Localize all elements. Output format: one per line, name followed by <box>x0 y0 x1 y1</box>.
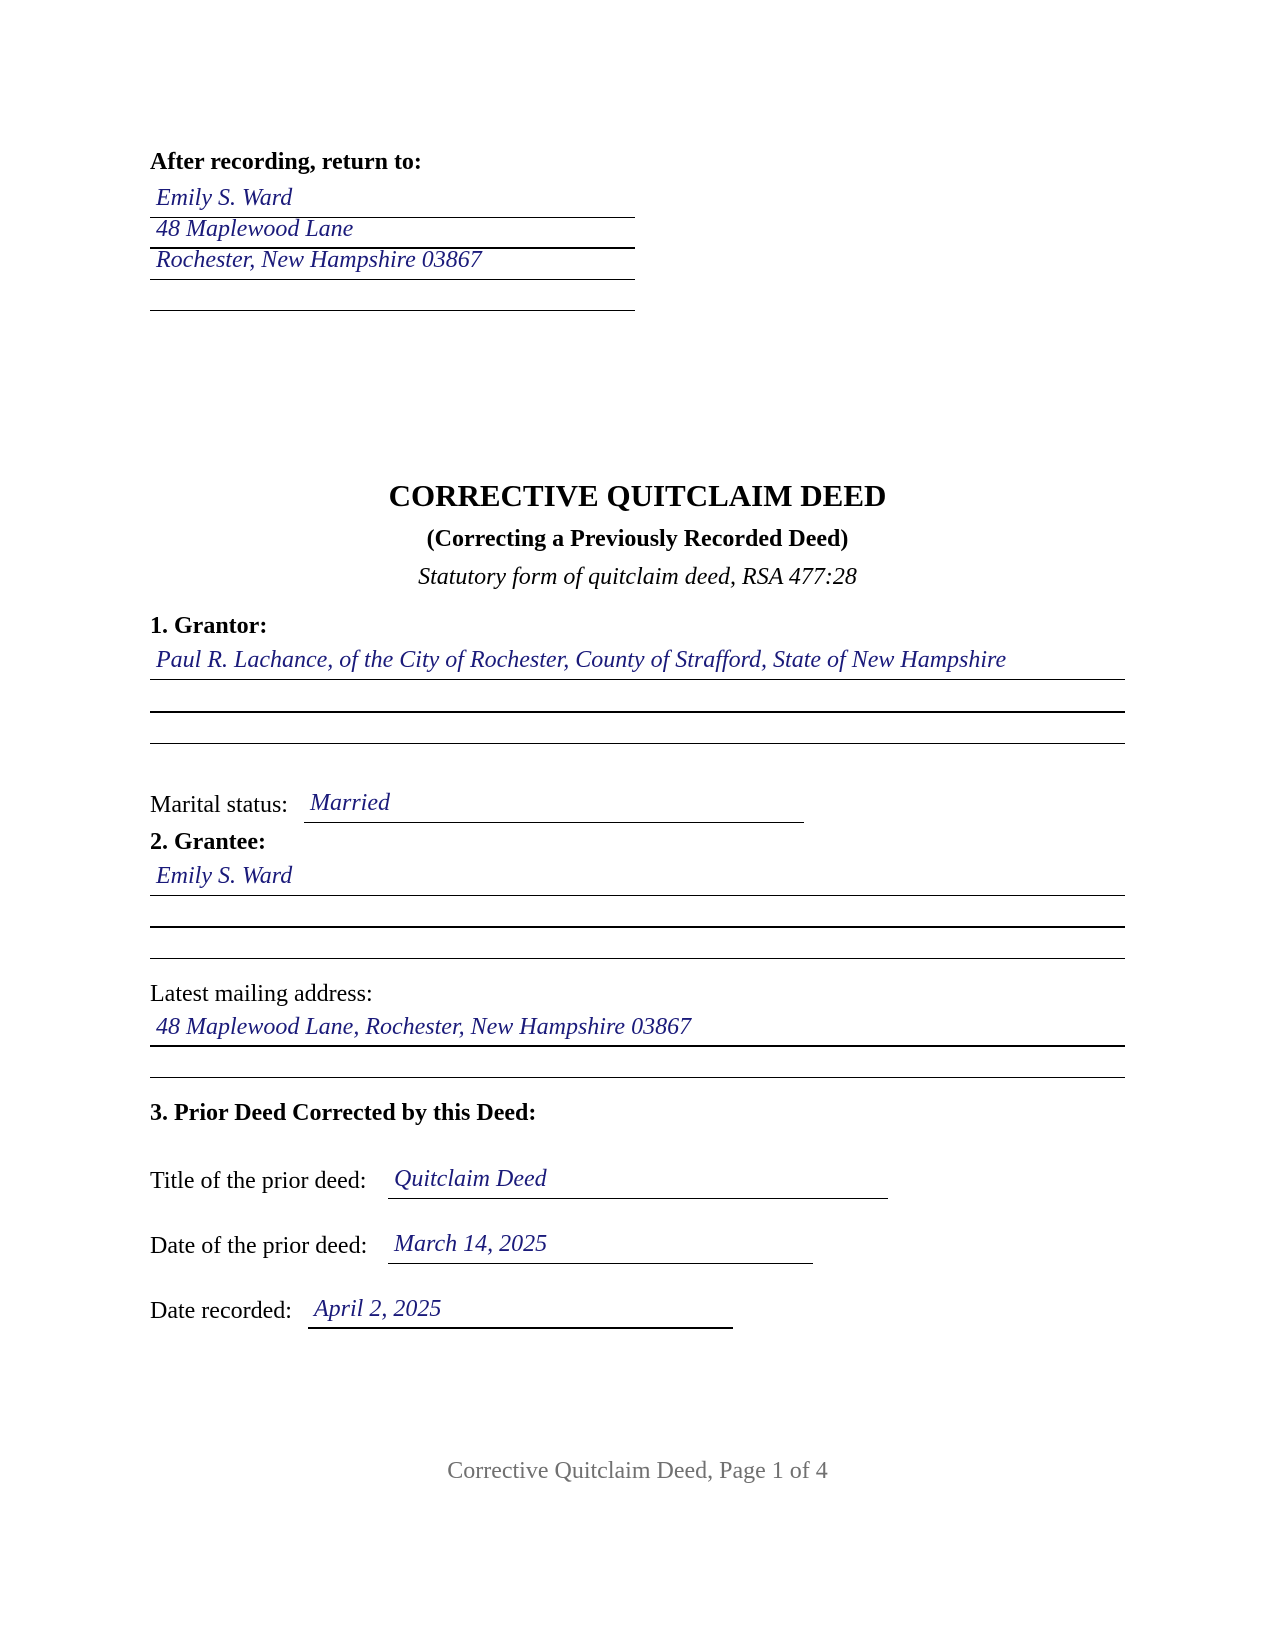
mailing-address-line-2 <box>150 1077 1125 1078</box>
statute-reference: Statutory form of quitclaim deed, RSA 477:28 <box>418 564 857 590</box>
return-to-name-field[interactable]: Emily S. Ward <box>150 184 635 218</box>
document-subtitle: (Correcting a Previously Recorded Deed) <box>426 526 849 552</box>
prior-deed-date-label: Date of the prior deed: <box>150 1233 368 1259</box>
grantor-line-3 <box>150 743 1125 744</box>
date-recorded-field[interactable]: April 2, 2025 <box>308 1295 733 1329</box>
marital-status-label: Marital status: <box>150 792 288 818</box>
marital-status-field[interactable]: Married <box>304 789 804 823</box>
prior-deed-label: 3. Prior Deed Corrected by this Deed: <box>150 1100 537 1126</box>
grantee-label: 2. Grantee: <box>150 829 266 855</box>
grantor-label: 1. Grantor: <box>150 613 268 639</box>
grantor-field[interactable]: Paul R. Lachance, of the City of Rochester, County of Strafford, State of New Hampshire <box>150 646 1125 680</box>
prior-deed-date-field[interactable]: March 14, 2025 <box>388 1230 813 1264</box>
prior-deed-title-field[interactable]: Quitclaim Deed <box>388 1165 888 1199</box>
return-to-extra-field[interactable] <box>150 277 635 311</box>
return-to-city-field[interactable]: Rochester, New Hampshire 03867 <box>150 246 635 280</box>
prior-deed-title-label: Title of the prior deed: <box>150 1168 367 1194</box>
grantee-field[interactable]: Emily S. Ward <box>150 862 1125 896</box>
document-title: CORRECTIVE QUITCLAIM DEED <box>388 478 887 513</box>
grantee-line-2 <box>150 926 1125 928</box>
mailing-address-field[interactable]: 48 Maplewood Lane, Rochester, New Hampshire 03867 <box>150 1013 1125 1047</box>
mailing-address-label: Latest mailing address: <box>150 981 373 1007</box>
page-footer: Corrective Quitclaim Deed, Page 1 of 4 <box>447 1458 828 1484</box>
return-to-label: After recording, return to: <box>150 149 422 175</box>
grantee-line-3 <box>150 958 1125 959</box>
grantor-line-2 <box>150 711 1125 713</box>
date-recorded-label: Date recorded: <box>150 1298 292 1324</box>
return-to-street-field[interactable]: 48 Maplewood Lane <box>150 215 635 249</box>
